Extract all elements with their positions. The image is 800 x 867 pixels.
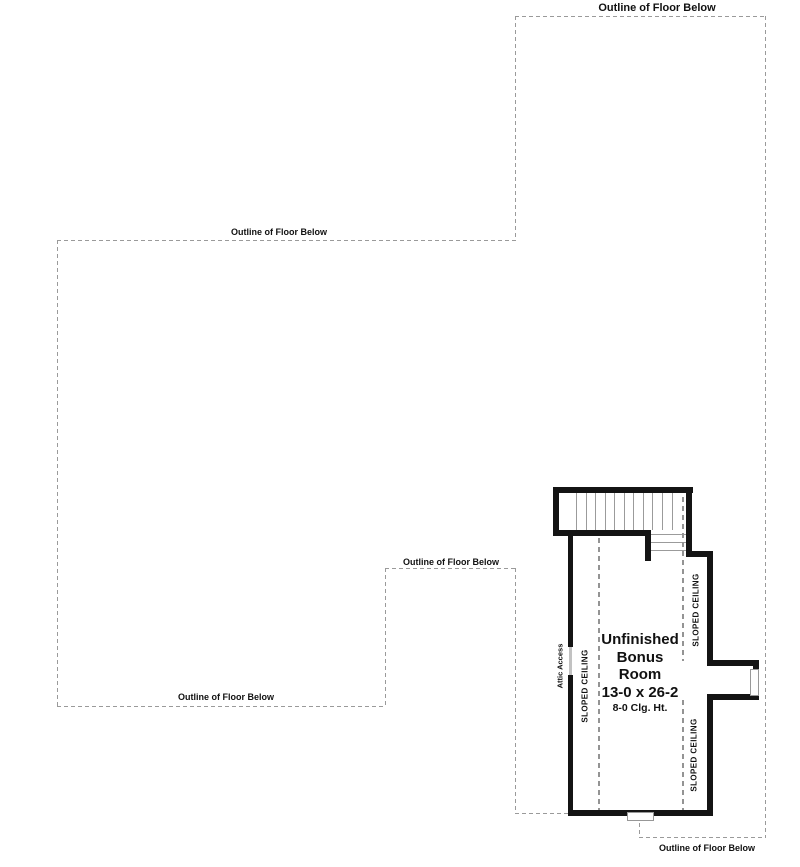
stair-tread-line [624, 493, 625, 530]
outline-label-bottom-right: Outline of Floor Below [659, 843, 755, 853]
stair-tread-line [605, 493, 606, 530]
outline-dash-lower-left-horizontal [57, 706, 386, 707]
stair-tread-line [576, 493, 577, 530]
sloped-ceiling-label-upper-right: SLOPED CEILING [691, 573, 701, 647]
outline-label-middle: Outline of Floor Below [403, 557, 499, 567]
outline-dash-right [765, 16, 766, 838]
stair-tread-line [614, 493, 615, 530]
dormer-window [750, 669, 759, 696]
sloped-ceiling-label-lower-right: SLOPED CEILING [689, 718, 699, 792]
room-name-line1: Unfinished [601, 631, 679, 648]
stair-right-wall [686, 487, 692, 557]
room-title-block [570, 631, 710, 715]
stair-tread-line [633, 493, 634, 530]
outline-label-top: Outline of Floor Below [598, 2, 716, 14]
stair-tread-line [595, 493, 596, 530]
stairwell-interior-wall [645, 530, 651, 561]
stair-tread-line [662, 493, 663, 530]
outline-dash-upper-horizontal [57, 240, 516, 241]
stair-tread-line [586, 493, 587, 530]
attic-access-label: Attic Access [555, 643, 565, 689]
bottom-wall-window [627, 812, 654, 821]
outline-dash-mid-vertical [385, 568, 386, 707]
room-dimensions: 13-0 x 26-2 [601, 683, 679, 701]
stair-tread-line [651, 542, 686, 543]
outline-dash-middle-horizontal [385, 568, 516, 569]
room-ceiling-height: 8-0 Clg. Ht. [612, 702, 668, 714]
outline-dash-upper-left-vertical [515, 16, 516, 241]
room-name-line2: Bonus [616, 648, 664, 666]
outline-dash-left [57, 240, 58, 707]
stair-left-wall [553, 487, 559, 536]
stair-tread-line [672, 493, 673, 530]
outline-label-upper-left: Outline of Floor Below [231, 227, 327, 237]
sloped-ceiling-label-left: SLOPED CEILING [580, 649, 590, 723]
outline-dash-top [515, 16, 766, 17]
outline-label-lower-left: Outline of Floor Below [178, 692, 274, 702]
outline-dash-bottom-right-horizontal [639, 837, 766, 838]
stair-tread-line [652, 493, 653, 530]
stair-tread-line [651, 550, 686, 551]
outline-dash-room-connector [515, 813, 568, 814]
room-name-line3: Room [618, 666, 662, 683]
stair-tread-line [643, 493, 644, 530]
stair-tread-line [651, 534, 686, 535]
stair-top-wall [553, 487, 693, 493]
dormer-top-wall [707, 660, 759, 666]
outline-dash-mid-left-vertical [515, 568, 516, 814]
sloped-ceiling-break-line-right-lower [682, 700, 684, 810]
